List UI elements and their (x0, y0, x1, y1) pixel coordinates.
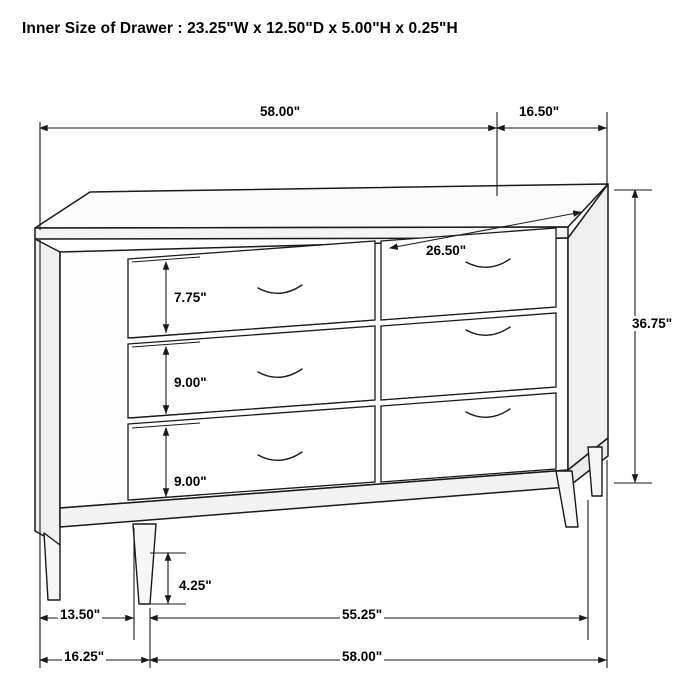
leg-back-right (588, 447, 602, 496)
label-top-width: 58.00" (260, 104, 301, 119)
label-bottom-left: 16.25" (64, 649, 105, 664)
label-base-left: 13.50" (60, 607, 101, 622)
label-drawer-height-top: 7.75" (174, 290, 207, 305)
label-overall-height: 36.75" (632, 316, 673, 331)
label-bottom-total: 58.00" (342, 649, 383, 664)
label-drawer-height-middle: 9.00" (174, 375, 207, 390)
label-drawer-height-bottom: 9.00" (174, 474, 207, 489)
drawer-right-bottom (381, 393, 556, 482)
label-base-right: 55.25" (342, 607, 383, 622)
page-title: Inner Size of Drawer : 23.25"W x 12.50"D x 5.00"H x 0.25"H (22, 20, 458, 37)
label-drawer-width-right: 26.50" (426, 243, 467, 258)
label-leg-height: 4.25" (179, 578, 212, 593)
drawer-fronts (128, 228, 556, 500)
leg-front-left (133, 524, 156, 604)
drawer-right-middle (381, 313, 556, 400)
label-top-depth: 16.50" (519, 104, 560, 119)
leg-back-left (44, 533, 60, 600)
drawer-right-top (381, 228, 556, 320)
